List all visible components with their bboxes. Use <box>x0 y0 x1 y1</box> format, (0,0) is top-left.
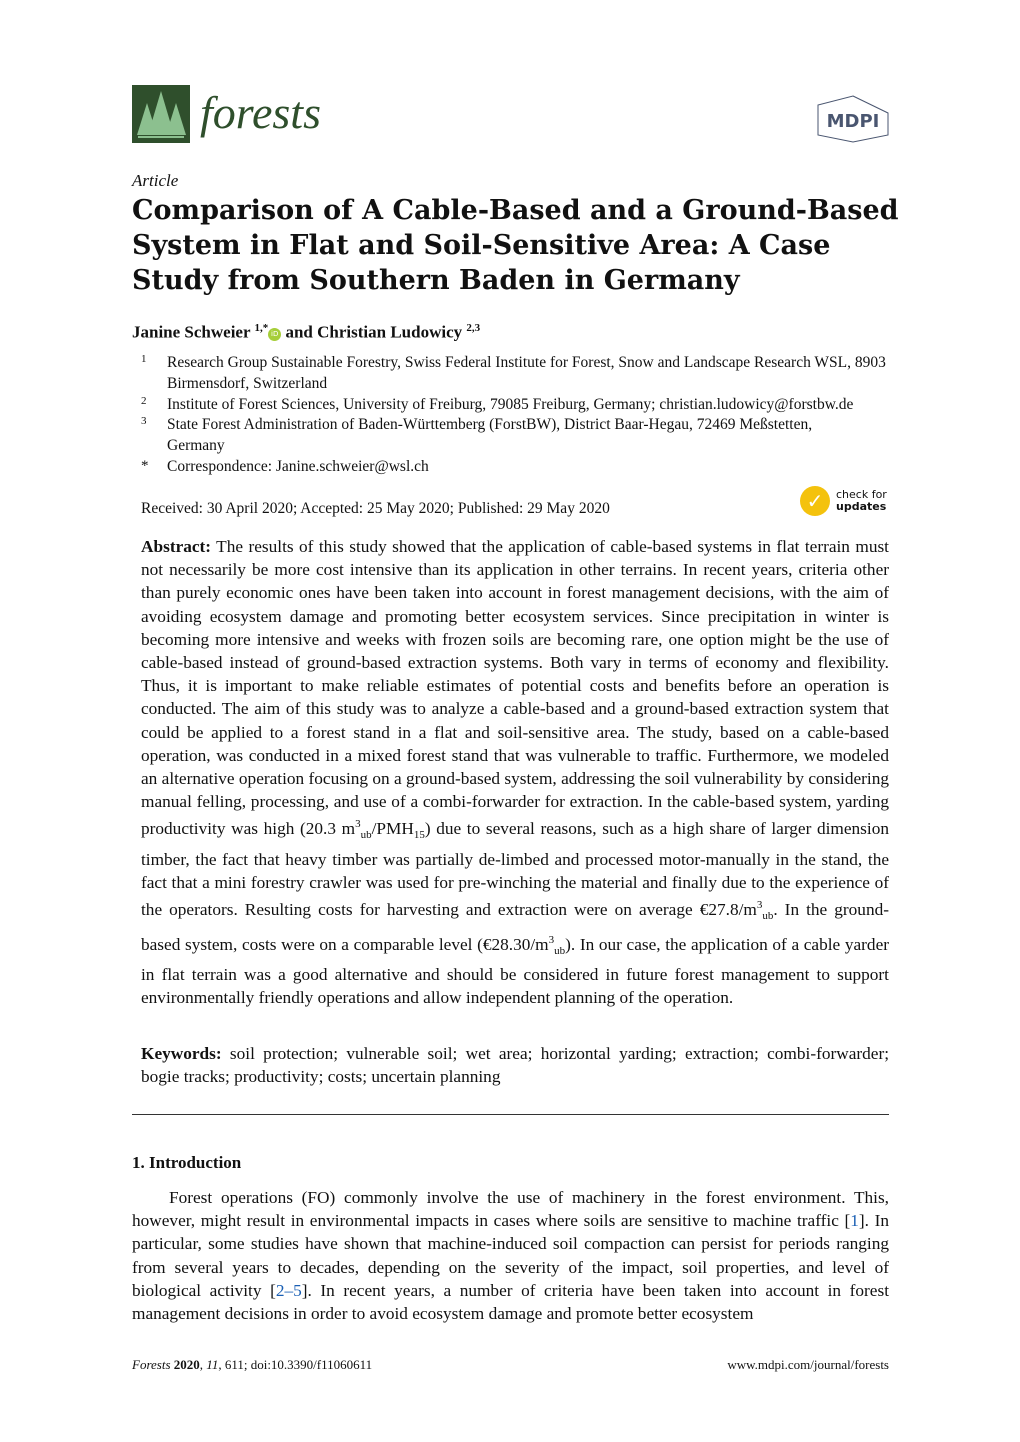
footer-year: 2020 <box>173 1357 200 1372</box>
affil-text: Correspondence: Janine.schweier@wsl.ch <box>167 458 429 475</box>
abstract <box>141 535 889 1010</box>
divider <box>132 1114 889 1115</box>
sup: 3 <box>355 818 361 831</box>
intro-text: ]. In particular, some studies have shown that machine-induced soil compaction can persist for periods ranging from several years to decades, depending on the severity of the impact, soil properties, and level of biological activity [ <box>132 1211 890 1300</box>
affil-number: 1 <box>141 353 147 365</box>
sup: 3 <box>548 933 555 946</box>
affil-text: Research Group Sustainable Forestry, Swiss Federal Institute for Forest, Snow and Landscape Research WSL, 8903 Birmensdorf, Switzerland <box>167 354 886 392</box>
intro-text: ]. In recent years, a number of criteria have been taken into account in forest management decisions in order to avoid ecosystem damage and promote better ecosystem <box>132 1280 889 1324</box>
check-for-updates-button[interactable] <box>800 486 887 516</box>
affil-number: 3 <box>141 415 147 427</box>
affil-text: State Forest Administration of Baden-Württemberg (ForstBW), District Baar-Hegau, 72469 Meßstetten, Germany <box>167 416 813 454</box>
forests-tree-logo-icon <box>132 85 190 143</box>
footer-journal: Forests <box>132 1357 171 1372</box>
paper-title: Comparison of A Cable-Based and a Ground-Based System in Flat and Soil-Sensitive Area: A Case Study from Southern Baden in Germany <box>132 195 899 296</box>
footer-citation: Forests 2020, 11, 611; doi:10.3390/f11060611 <box>132 1357 373 1372</box>
article-type: Article <box>132 171 179 190</box>
mdpi-logo-icon <box>816 95 890 143</box>
check-line1: check for <box>836 488 887 501</box>
sup: 3 <box>756 899 763 912</box>
svg-text:MDPI: MDPI <box>826 111 880 132</box>
journal-name: forests <box>200 87 321 138</box>
affil-text: Institute of Forest Sciences, University of Freiburg, 79085 Freiburg, Germany; christian.ludowicy@forstbw.de <box>167 396 854 413</box>
sub: ub <box>360 829 372 842</box>
check-line2: updates <box>836 500 887 513</box>
keywords-label: Keywords: <box>141 1044 222 1063</box>
affil-number: * <box>141 458 149 474</box>
affiliation-2 <box>141 394 901 415</box>
abstract-text: ) due to several reasons, such as a high share of larger dimension timber, the fact that heavy timber was partially de-limbed and processed motor-manually in the stand, the fact that a mini forestry crawler was used for pre-winching the material and finally due to the experience of the operators. Resulting costs for harvesting and extraction were on average €27.8/m <box>141 819 889 920</box>
author-2-affil: 2,3 <box>466 322 481 334</box>
footer-url[interactable]: www.mdpi.com/journal/forests <box>727 1357 889 1372</box>
affiliation-1 <box>141 352 901 394</box>
citation-link[interactable]: 2–5 <box>275 1280 302 1300</box>
abstract-text: /PMH <box>371 819 414 839</box>
abstract-text: . In the ground-based system, costs were on a comparable level (€28.30/m <box>141 900 889 954</box>
author-2[interactable]: and Christian Ludowicy <box>285 322 463 342</box>
abstract-text: The results of this study showed that the application of cable-based systems in flat terrain must not necessarily be more cost intensive than its application in other terrains. In recent years, criteria other than purely economic ones have been taken into account in forest management decisions, with the aim of avoiding ecosystem damage and promoting better ecosystem services. Since precipitation in winter is becoming more intensive and weeks with frozen soils are becoming rare, one option might be the use of cable-based instead of ground-based extraction systems. Both vary in terms of economy and flexibility. Thus, it is important to make reliable estimates of potential costs and benefits before an operation is conducted. The aim of this study was to analyze a cable-based and a ground-based extraction system that could be applied to a forest stand in a flat and soil-sensitive area. The study, based on a cable-based operation, was conducted in a mixed forest stand that was vulnerable to traffic. Furthermore, we modeled an alternative operation focusing on a ground-based system, addressing the soil vulnerability by considering manual felling, processing, and use of a combi-forwarder for extraction. In the cable-based system, yarding productivity was high (20.3 m <box>141 537 889 839</box>
intro-text: Forest operations (FO) commonly involve the use of machinery in the forest environment. This, however, might result in environmental impacts in cases where soils are sensitive to machine traffic [ <box>132 1188 889 1231</box>
affil-number: 2 <box>141 395 147 407</box>
author-1-affil: 1,* <box>254 322 269 334</box>
keywords <box>141 1042 889 1088</box>
abstract-label: Abstract: <box>141 537 212 556</box>
introduction-text <box>132 1186 889 1325</box>
abstract-text: ). In our case, the application of a cable yarder in flat terrain was a good alternative and should be considered in future forest management to support environmentally friendly operations and allow independent planning of the operation. <box>141 934 889 1008</box>
sub: 15 <box>413 829 425 842</box>
checkmark-icon: ✓ <box>800 486 830 516</box>
author-1[interactable]: Janine Schweier <box>132 322 251 342</box>
sub: ub <box>762 910 774 923</box>
correspondence <box>141 456 901 477</box>
keywords-text: soil protection; vulnerable soil; wet area; horizontal yarding; extraction; combi-forwarder; bogie tracks; productivity; costs; uncertain planning <box>141 1044 889 1087</box>
orcid-icon[interactable]: iD <box>268 328 281 341</box>
affiliation-3 <box>141 414 901 456</box>
section-heading: 1. Introduction <box>132 1153 242 1172</box>
citation-link[interactable]: 1 <box>850 1211 859 1231</box>
footer-volume: 11 <box>206 1357 219 1372</box>
sub: ub <box>554 944 566 957</box>
publication-dates: Received: 30 April 2020; Accepted: 25 May 2020; Published: 29 May 2020 <box>141 500 610 517</box>
authors <box>132 322 480 343</box>
footer-doi: , 611; doi:10.3390/f11060611 <box>218 1357 373 1372</box>
